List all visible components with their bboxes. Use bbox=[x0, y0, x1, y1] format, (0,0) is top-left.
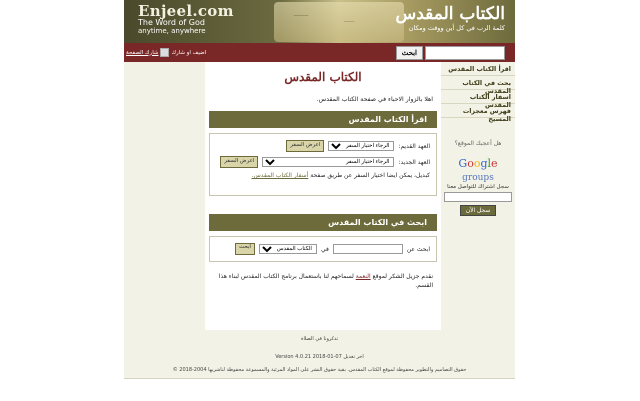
main-content bbox=[205, 62, 441, 330]
welcome-text: اهلا بالزوار الاحباء في صفحة الكتاب المقدس. bbox=[316, 96, 433, 103]
share-icon[interactable] bbox=[160, 48, 169, 57]
open-book-image: ـــــــ ـــــ bbox=[274, 2, 404, 42]
bible-search-button[interactable]: ابحث bbox=[235, 243, 255, 255]
share-suffix: اضيف او شارك bbox=[171, 49, 207, 56]
nema-link[interactable]: النعمة bbox=[355, 273, 371, 280]
thanks-text bbox=[209, 272, 433, 290]
site-name-en: Enjeel.com bbox=[138, 2, 234, 20]
page bbox=[124, 0, 515, 400]
new-testament-label: العهد الجديد: bbox=[398, 158, 430, 166]
search-for-label: ابحث عن bbox=[406, 245, 430, 253]
sidebar bbox=[441, 62, 515, 330]
search-panel bbox=[209, 236, 437, 262]
footer-pray: تذكرونا في الصلاة bbox=[300, 336, 339, 342]
thanks-suffix: لسماحهم لنا باستعمال برنامج الكتاب المقدس لبناء هذا القسم. bbox=[218, 273, 433, 289]
groups-email-input[interactable] bbox=[444, 192, 512, 202]
bottom-strip bbox=[124, 378, 515, 401]
top-search-input[interactable] bbox=[425, 46, 505, 60]
google-groups-logo[interactable]: Google groups bbox=[458, 157, 498, 183]
books-link[interactable]: أسفار الكتاب المقدس. bbox=[251, 172, 309, 179]
old-show-book-button[interactable]: اعرض السفر bbox=[286, 140, 324, 152]
sidebar-item-miracles[interactable]: فهرس معجزات المسيح bbox=[441, 104, 515, 118]
footer-copyright: © 2018-2004 حقوق التصاميم والتطوير محفوظة لموقع الكتاب المقدس. بقية حقوق النشر على المواد المرئية والمسموعة محفوظة لناشريها bbox=[172, 367, 467, 373]
like-question: هل أعجبك الموقع؟ bbox=[454, 140, 502, 147]
alt-text bbox=[216, 172, 430, 179]
subscribe-button[interactable]: سجل الآن bbox=[460, 205, 497, 216]
header-banner bbox=[124, 0, 515, 43]
brand-ar[interactable] bbox=[395, 4, 505, 32]
page-title: الكتاب المقدس bbox=[284, 70, 362, 84]
bible-search-input[interactable] bbox=[333, 244, 403, 254]
share-widget[interactable] bbox=[126, 48, 206, 57]
footer-version: Version 4.0.21 اخر تعديل 07-01-2018 bbox=[275, 354, 364, 360]
read-panel-title: اقرأ الكتاب المقدس bbox=[209, 111, 437, 128]
top-bar bbox=[124, 43, 515, 62]
site-name-ar: الكتاب المقدس bbox=[395, 4, 505, 24]
groups-subscribe-label: سجل اشتراك للتواصل معنا bbox=[447, 184, 509, 190]
footer bbox=[124, 330, 515, 378]
search-panel-title: ابحث في الكتاب المقدس bbox=[209, 214, 437, 231]
thanks-prefix: نقدم جزيل الشكر لموقع bbox=[372, 273, 433, 280]
tagline-1: The Word of God bbox=[138, 18, 205, 27]
new-show-book-button[interactable]: اعرض السفر bbox=[220, 156, 258, 168]
search-row bbox=[216, 243, 430, 255]
old-testament-select[interactable] bbox=[328, 141, 394, 151]
old-testament-row bbox=[216, 140, 430, 152]
top-search bbox=[396, 46, 505, 60]
search-in-label: في bbox=[320, 245, 329, 253]
tagline-ar: كلمة الرب في كل أين ووقت ومكان bbox=[408, 24, 505, 32]
old-testament-label: العهد القديم: bbox=[398, 142, 430, 150]
brand-en[interactable] bbox=[138, 2, 234, 35]
content-area bbox=[124, 62, 515, 330]
tagline-2: anytime, anywhere bbox=[138, 27, 206, 35]
new-testament-select[interactable] bbox=[262, 157, 394, 167]
sidebar-item-books[interactable]: اسفار الكتاب المقدس bbox=[441, 90, 515, 104]
sidebar-item-read[interactable]: اقرأ الكتاب المقدس bbox=[441, 62, 515, 76]
share-link[interactable]: شارك الصفحة bbox=[126, 49, 159, 56]
alt-prefix: كبديل، يمكن ايضا اختيار السفر عن طريق صفحة bbox=[310, 172, 430, 179]
sidebar-item-search[interactable]: بحث في الكتاب المقدس bbox=[441, 76, 515, 90]
search-scope-select[interactable] bbox=[259, 244, 317, 254]
read-panel bbox=[209, 133, 437, 196]
top-search-button[interactable]: ابحث bbox=[396, 46, 423, 60]
new-testament-row bbox=[216, 156, 430, 168]
